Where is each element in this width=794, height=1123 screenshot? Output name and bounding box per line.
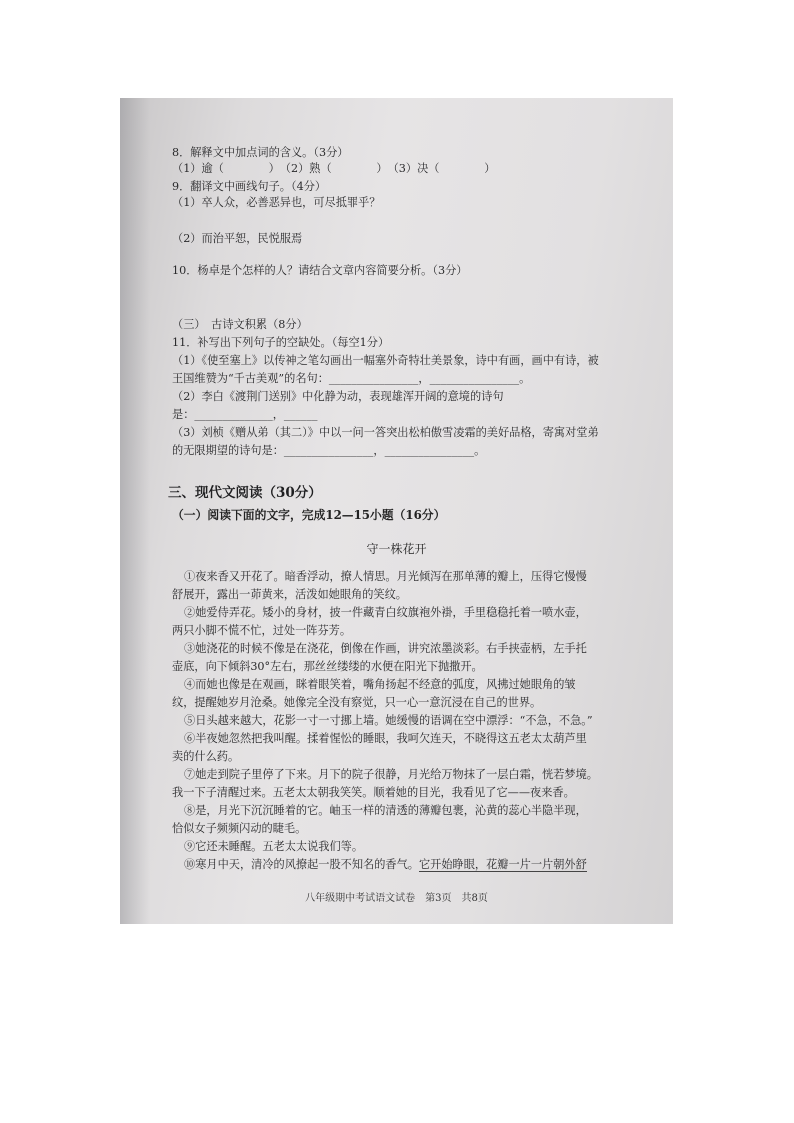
underlined-sentence: 它开始睁眼，花瓣一片一片朝外舒: [418, 858, 587, 871]
question-10: 10．杨卓是个怎样的人？请结合文章内容简要分析。（3分）: [172, 264, 468, 277]
question-11-2-cont: 是：______________，______: [172, 408, 318, 421]
paragraph-line: 恰似女子频频闪动的睫毛。: [172, 822, 307, 835]
paragraph-text: ⑩寒月中天，清冷的风撩起一股不知名的香气。: [184, 858, 419, 871]
paragraph-line-last: [184, 858, 587, 872]
question-11-2: （2）李白《渡荆门送别》中化静为动，表现雄浑开阔的意境的诗句: [172, 390, 504, 403]
exam-page-photo: [120, 98, 673, 924]
paragraph-line: 壶底，向下倾斜30°左右，那丝丝缕缕的水便在阳光下抛撒开。: [172, 660, 483, 673]
paragraph-line: 我一下子清醒过来。五老太太朝我笑笑。顺着她的目光，我看见了它——夜来香。: [172, 786, 575, 799]
paragraph-line: ⑧是，月光下沉沉睡着的它。岫玉一样的清透的薄瓣包裹，沁黄的蕊心半隐半现，: [184, 804, 587, 817]
paragraph-line: ⑨它还未睡醒。五老太太说我们等。: [184, 840, 364, 853]
paragraph-line: ⑦她走到院子里停了下来。月下的院子很静，月光给万物抹了一层白霜，恍若梦境。: [184, 768, 598, 781]
question-9: 9．翻译文中画线句子。（4分）: [172, 180, 327, 193]
paragraph-line: ⑥半夜她忽然把我叫醒。揉着惺忪的睡眼，我呵欠连天，不晓得这五老太太葫芦里: [184, 732, 587, 745]
question-8-blanks: （1）逾（ ） （2）熟（ ） （3）决（ ）: [172, 162, 496, 175]
question-9-2: （2）而治平恕，民悦服焉: [172, 232, 303, 245]
paragraph-line: ②她爱侍弄花。矮小的身材，披一件藏青白纹旗袍外褂，手里稳稳托着一喷水壶，: [184, 606, 587, 619]
question-11-1-cont: 王国维赞为“千古美观”的名句：________________，________________。: [172, 372, 531, 385]
question-11: 11．补写出下列句子的空缺处。（每空1分）: [172, 336, 390, 349]
question-11-3-cont: 的无限期望的诗句是：________________，________________。: [172, 444, 486, 457]
page-footer: 八年级期中考试语文试卷 第3页 共8页: [305, 893, 488, 904]
paragraph-line: 两只小脚不慌不忙，过处一阵芬芳。: [172, 624, 352, 637]
paragraph-line: ③她浇花的时候不像是在浇花，倒像在作画，讲究浓墨淡彩。右手挟壶柄，左手托: [184, 642, 587, 655]
paragraph-line: ①夜来香又开花了。暗香浮动，撩人情思。月光倾泻在那单薄的瓣上，压得它慢慢: [184, 570, 587, 583]
section-poetry-heading: （三） 古诗文积累（8分）: [172, 318, 308, 331]
paragraph-line: ⑤日头越来越大，花影一寸一寸挪上墙。她缓慢的语调在空中漂浮：“不急，不急。”: [184, 714, 593, 727]
subsection-1-heading: （一）阅读下面的文字，完成12—15小题（16分）: [172, 508, 446, 522]
page-shadow: [120, 98, 150, 924]
section-3-heading: 三、现代文阅读（30分）: [168, 485, 322, 501]
paragraph-line: 纹，提醒她岁月沧桑。她像完全没有察觉，只一心一意沉浸在自己的世界。: [172, 696, 542, 709]
question-11-1: （1）《使至塞上》以传神之笔勾画出一幅塞外奇特壮美景象，诗中有画，画中有诗，被: [172, 354, 599, 367]
story-title: 守一株花开: [366, 542, 427, 556]
paragraph-line: 舒展开，露出一茆黄来，活泼如她眼角的笑纹。: [172, 588, 407, 601]
question-8: 8．解释文中加点词的含义。（3分）: [172, 146, 349, 159]
paragraph-line: 卖的什么药。: [172, 750, 240, 763]
question-9-1: （1）卒人众，必善恶异也，可尽抵罪乎？: [172, 196, 381, 209]
paragraph-line: ④而她也像是在观画，眯着眼笑着，嘴角扬起不经意的弧度，风拂过她眼角的皱: [184, 678, 576, 691]
question-11-3: （3）刘桢《赠从弟（其二）》中以一问一答突出松柏傲雪凌霜的美好品格，寄寓对堂弟: [172, 426, 599, 439]
